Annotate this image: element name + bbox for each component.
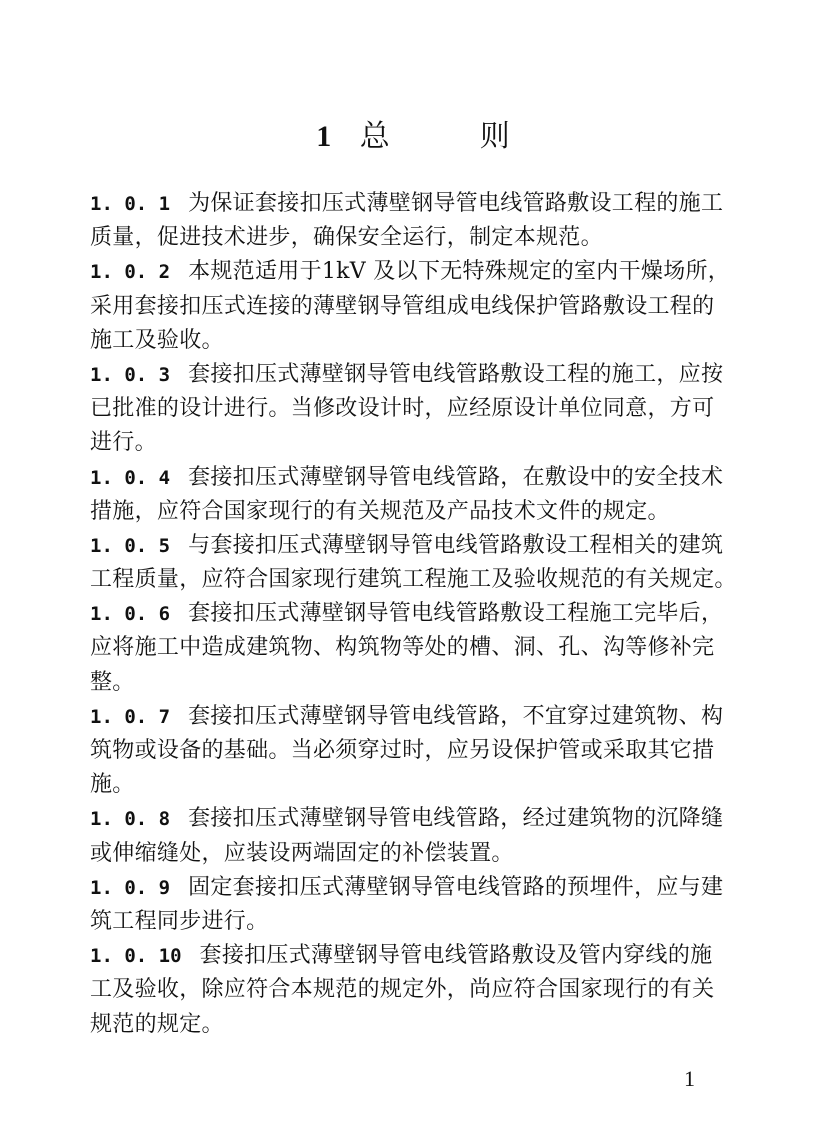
clause-line: 工程质量，应符合国家现行建筑工程施工及验收规范的有关规定。 <box>90 567 737 593</box>
clause-text: 套接扣压式薄壁钢导管电线管路敷设工程的施工，应按 <box>188 361 724 387</box>
clause-number: 1. 0. 10 <box>90 945 182 968</box>
clause-text: 为保证套接扣压式薄壁钢导管电线管路敷设工程的施工 <box>188 191 724 216</box>
clause-number: 1. 0. 3 <box>90 363 171 386</box>
clause-line: 施工及验收。 <box>90 327 224 353</box>
clause-line: 采用套接扣压式连接的薄壁钢导管组成电线保护管路敷设工程的 <box>90 293 715 319</box>
clause-line: 或伸缩缝处，应装设两端固定的补偿装置。 <box>90 840 514 866</box>
clause-line <box>90 529 730 563</box>
clause-number: 1. 0. 8 <box>90 808 171 831</box>
chapter-number: 1 <box>316 120 332 153</box>
clause-number: 1. 0. 9 <box>90 876 171 899</box>
clause-line <box>90 187 730 221</box>
clause-line <box>90 700 730 734</box>
clause-1-0-5 <box>90 529 737 597</box>
clause-line: 筑物或设备的基础。当必须穿过时，应另设保护管或采取其它措 <box>90 738 715 763</box>
clause-1-0-10 <box>90 939 730 1042</box>
clause-text: 套接扣压式薄壁钢导管电线管路，经过建筑物的沉降缝 <box>188 806 724 832</box>
clause-line: 工及验收，除应符合本规范的规定外，尚应符合国家现行的有关 <box>90 977 715 1003</box>
chapter-title <box>0 112 826 162</box>
clause-1-0-4 <box>90 461 730 529</box>
clause-text: 套接扣压式薄壁钢导管电线管路，不宜穿过建筑物、构 <box>188 703 724 729</box>
clause-1-0-6 <box>90 597 730 700</box>
clause-line: 已批准的设计进行。当修改设计时，应经原设计单位同意，方可 <box>90 396 715 422</box>
chapter-title-text: 总 则 <box>359 119 510 154</box>
clause-1-0-8 <box>90 802 730 870</box>
clause-1-0-2 <box>90 255 730 358</box>
clause-number: 1. 0. 1 <box>90 193 171 215</box>
clause-line: 质量，促进技术进步，确保安全运行，制定本规范。 <box>90 225 603 251</box>
clause-line: 施。 <box>90 772 135 798</box>
clause-line: 规范的规定。 <box>90 1011 224 1037</box>
clause-number: 1. 0. 6 <box>90 603 171 626</box>
clause-line <box>90 461 730 495</box>
clause-line: 筑工程同步进行。 <box>90 908 269 934</box>
clause-line <box>90 358 730 392</box>
clause-text: 本规范适用于1kV 及以下无特殊规定的室内干燥场所， <box>188 259 731 285</box>
clause-1-0-7 <box>90 700 730 803</box>
clause-text: 套接扣压式薄壁钢导管电线管路敷设及管内穿线的施 <box>199 943 713 969</box>
clause-number: 1. 0. 5 <box>90 534 171 557</box>
clause-number: 1. 0. 7 <box>90 705 171 728</box>
clause-line: 措施，应符合国家现行的有关规范及产品技术文件的规定。 <box>90 498 670 524</box>
clause-line: 整。 <box>90 669 135 695</box>
clause-line <box>90 597 730 631</box>
clause-number: 1. 0. 4 <box>90 466 171 489</box>
clause-number: 1. 0. 2 <box>90 261 171 284</box>
chapter-body <box>90 187 737 1042</box>
page-number: 1 <box>684 1066 695 1091</box>
clause-line <box>90 255 730 289</box>
clause-1-0-9 <box>90 871 730 939</box>
clause-text: 固定套接扣压式薄壁钢导管电线管路的预埋件，应与建 <box>188 874 724 900</box>
clause-text: 套接扣压式薄壁钢导管电线管路，在敷设中的安全技术 <box>188 464 724 490</box>
clause-line <box>90 802 730 836</box>
clause-1-0-3 <box>90 358 730 461</box>
clause-text: 与套接扣压式薄壁钢导管电线管路敷设工程相关的建筑 <box>188 532 724 558</box>
clause-1-0-1 <box>90 187 730 255</box>
clause-line: 应将施工中造成建筑物、构筑物等处的槽、洞、孔、沟等修补完 <box>90 635 715 661</box>
clause-text: 套接扣压式薄壁钢导管电线管路敷设工程施工完毕后， <box>188 601 724 627</box>
clause-line: 进行。 <box>90 430 157 456</box>
clause-line <box>90 939 730 973</box>
clause-line <box>90 871 730 905</box>
